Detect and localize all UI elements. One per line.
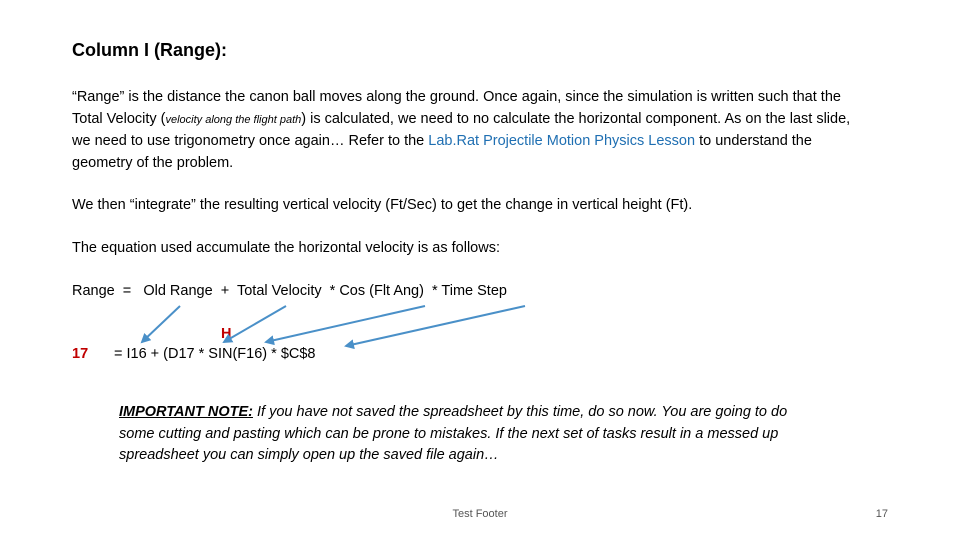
column-marker: H xyxy=(221,326,232,342)
velocity-note: velocity along the flight path xyxy=(165,113,302,126)
important-note-text: If you have not saved the spreadsheet by this time, do so now. You are going to do some cutting and pasting which can be prone to mistakes. If the next set of tasks result in a messed up spreadsheet you can simply open up the saved file again… xyxy=(119,404,788,463)
arrow-flight-angle xyxy=(266,306,425,342)
range-equation: Range = Old Range + Total Velocity * Cos (Flt Ang) * Time Step xyxy=(72,283,507,299)
important-note-label: IMPORTANT NOTE: xyxy=(119,404,253,420)
arrow-old-range xyxy=(142,306,180,342)
slide-title: Column I (Range): xyxy=(72,40,227,60)
arrow-time-step xyxy=(346,306,525,346)
important-note xyxy=(119,402,819,467)
formula-row-number: 17 xyxy=(72,346,89,362)
range-description-a: “Range” is the distance the canon ball moves along the ground. Once again, since the simulation is written such that the Total Velocity ( xyxy=(72,89,841,127)
integrate-paragraph: We then “integrate” the resulting vertical velocity (Ft/Sec) to get the change in vertical height (Ft). xyxy=(72,197,693,213)
spreadsheet-formula: = I16 + (D17 * SIN(F16) * $C$8 xyxy=(114,346,316,362)
range-description-c: to understand the geometry of the problem. xyxy=(72,133,812,171)
equation-intro: The equation used accumulate the horizontal velocity is as follows: xyxy=(72,240,500,256)
arrow-total-velocity xyxy=(224,306,286,342)
page-number: 17 xyxy=(875,508,888,520)
range-description-b: ) is calculated, we need to no calculate the horizontal component. As on the last slide, we need to use trigonometry once again… Refer to the xyxy=(72,110,851,149)
slide-footer: Test Footer xyxy=(452,508,508,520)
labrat-lesson-link[interactable]: Lab.Rat Projectile Motion Physics Lesson xyxy=(428,133,696,149)
